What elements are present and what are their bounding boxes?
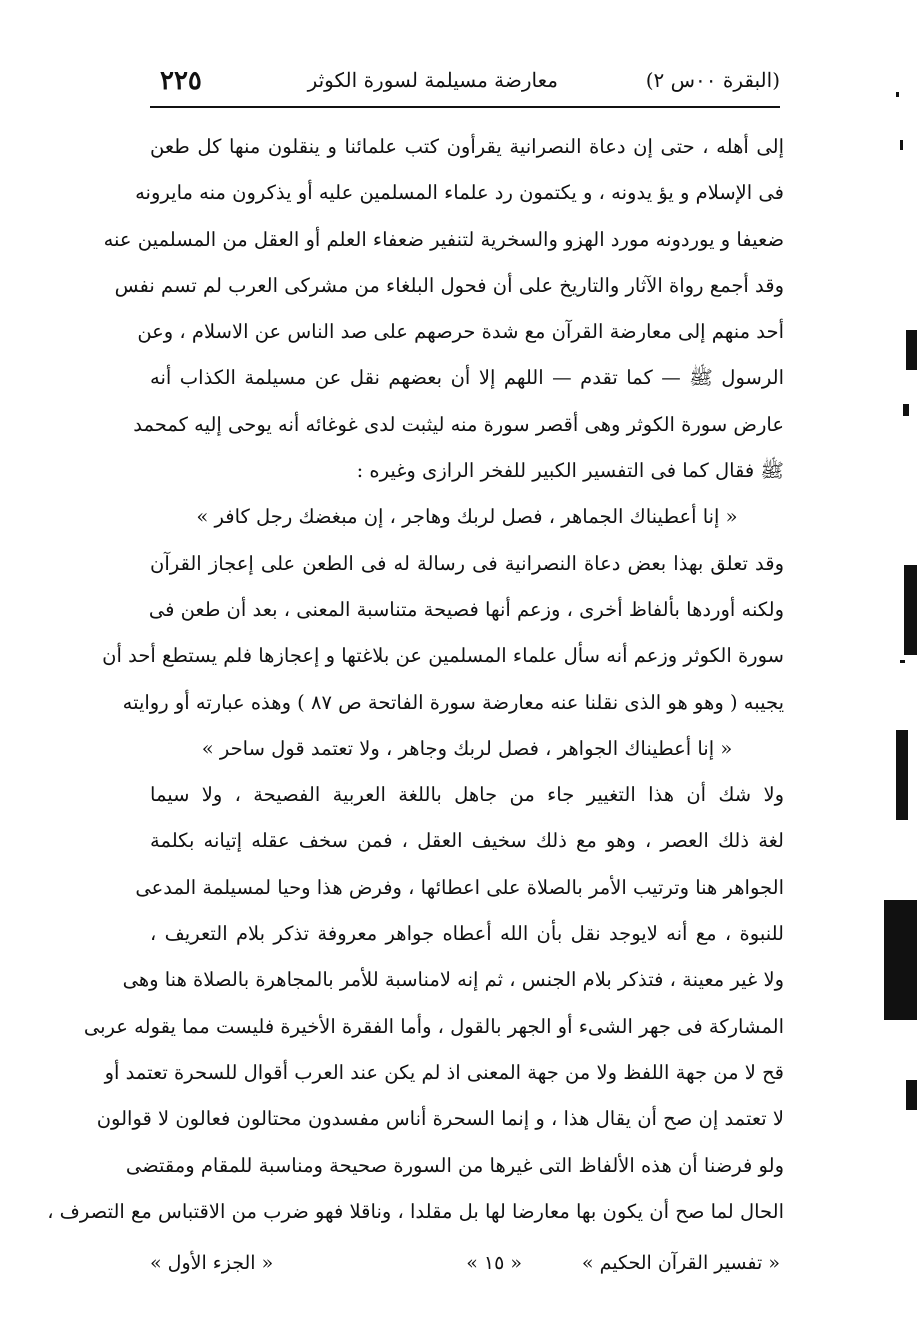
text-line: الحال لما صح أن يكون بها معارضا لها بل مقلدا ، وناقلا فهو ضرب من الاقتباس مع التصرف ، xyxy=(47,1199,784,1223)
text-line: ولو فرضنا أن هذه الألفاظ التى غيرها من السورة صحيحة ومناسبة للمقام ومقتضى xyxy=(125,1153,784,1177)
text-line: يجيبه ( وهو هو الذى نقلنا عنه معارضة سورة الفاتحة ص ٨٧ ) وهذه عبارته أو روايته xyxy=(122,690,784,714)
scan-artifact xyxy=(896,92,899,97)
scan-artifact xyxy=(900,140,903,150)
scan-artifact xyxy=(903,404,909,416)
scan-artifact xyxy=(904,565,917,655)
scan-artifact xyxy=(896,730,908,820)
header-section-ref: (البقرة ٠٠س ٢) xyxy=(645,68,780,92)
footer-book-title: « تفسير القرآن الحكيم » xyxy=(581,1252,780,1274)
text-line: وقد أجمع رواة الآثار والتاريخ على أن فحول البلغاء من مشركى العرب لم تسم نفس xyxy=(114,273,784,297)
page-footer xyxy=(150,1252,780,1292)
footer-folio: « ١٥ » xyxy=(466,1252,522,1274)
text-line: الجواهر هنا وترتيب الأمر بالصلاة على اعطائها ، وفرض هذا وحيا لمسيلمة المدعى xyxy=(135,875,784,899)
scan-artifact xyxy=(900,660,905,663)
scan-artifact xyxy=(884,900,917,1020)
text-line: ضعيفا و يوردونه مورد الهزو والسخرية لتنفير ضعفاء العلم أو العقل من المسلمين عنه xyxy=(103,227,784,251)
quoted-verse: « إنا أعطيناك الجواهر ، فصل لربك وجاهر ، ولا تعتمد قول ساحر » xyxy=(201,736,733,760)
text-line: ولا شك أن هذا التغيير جاء من جاهل باللغة العربية الفصيحة ، ولا سيما xyxy=(150,783,784,807)
scan-artifact xyxy=(906,1080,917,1110)
text-line: فى الإسلام و يؤ يدونه ، و يكتمون رد علماء المسلمين عليه أو يذكرون منه مايرونه xyxy=(135,181,784,205)
text-line: للنبوة ، مع أنه لايوجد نقل بأن الله أعطاه جواهر معروفة تذكر بلام التعريف ، xyxy=(150,922,784,946)
text-line: ﷺ فقال كما فى التفسير الكبير للفخر الرازى وغيره : xyxy=(356,459,784,483)
text-line: ولكنه أوردها بألفاظ أخرى ، وزعم أنها فصيحة متناسبة المعنى ، بعد أن طعن فى xyxy=(148,597,784,621)
text-line: وقد تعلق بهذا بعض دعاة النصرانية فى رسالة له فى الطعن على إعجاز القرآن xyxy=(150,551,784,575)
text-line: الرسول ﷺ — كما تقدم — اللهم إلا أن بعضهم نقل عن مسيلمة الكذاب أنه xyxy=(150,366,784,390)
text-line: لغة ذلك العصر ، وهو مع ذلك سخيف العقل ، فمن سخف عقله إتيانه بكلمة xyxy=(150,829,784,853)
quoted-verse: « إنا أعطيناك الجماهر ، فصل لربك وهاجر ، إن مبغضك رجل كافر » xyxy=(196,505,738,529)
scan-artifact xyxy=(906,330,917,370)
text-line: ولا غير معينة ، فتذكر بلام الجنس ، ثم إنه لامناسبة للأمر بالمجاهرة بالصلاة هنا وهى xyxy=(122,968,784,992)
text-line: إلى أهله ، حتى إن دعاة النصرانية يقرأون كتب علمائنا و ينقلون منها كل طعن xyxy=(150,135,784,158)
page-number: ٢٢٥ xyxy=(160,66,202,96)
running-header xyxy=(140,60,780,100)
header-topic: معارضة مسيلمة لسورة الكوثر xyxy=(307,68,558,92)
text-line: أحد منهم إلى معارضة القرآن مع شدة حرصهم على صد الناس عن الاسلام ، وعن xyxy=(137,320,784,344)
text-line: قح لا من جهة اللفظ ولا من جهة المعنى اذ لم يكن عند العرب أقوال للسحرة تعتمد أو xyxy=(104,1060,784,1084)
footer-volume: « الجزء الأول » xyxy=(150,1252,274,1274)
text-line: عارض سورة الكوثر وهى أقصر سورة منه ليثبت لدى غوغائه أنه يوحى إليه كمحمد xyxy=(133,412,784,436)
text-line: المشاركة فى جهر الشىء أو الجهر بالقول ، وأما الفقرة الأخيرة فليست مما يقوله عربى xyxy=(83,1014,784,1038)
text-line: لا تعتمد إن صح أن يقال هذا ، و إنما السحرة أناس مفسدون محتالون فعالون لا قوالون xyxy=(96,1107,784,1131)
body-text xyxy=(47,124,784,1235)
text-line: سورة الكوثر وزعم أنه سأل علماء المسلمين عن بلاغتها و إعجازها فلم يستطع أحد أن xyxy=(102,644,784,668)
header-divider xyxy=(150,106,780,108)
